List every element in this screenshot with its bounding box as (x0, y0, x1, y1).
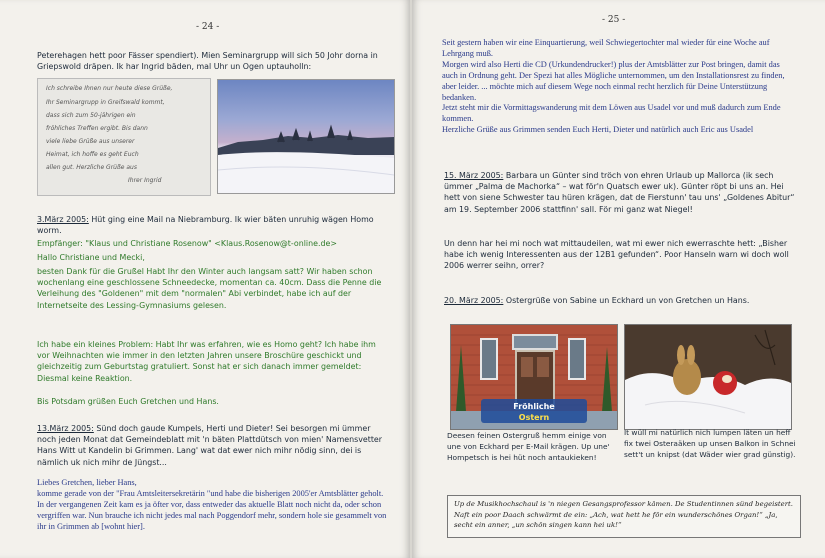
entry-text: Ostergrüße von Sabine un Eckhard un von Gretchen un Hans. (505, 296, 750, 305)
quote-box (447, 495, 801, 538)
scan-line: Heimat, ich hoffe es geht Euch (46, 151, 139, 158)
entry-march-15-cont: Un denn har hei mi noch wat mittaudeilen, wat mi ewer nich ewerraschte hett: „Bisher habe ich wenig Interessenten aus der 12B1 gefunden“. Poor Hanseln warn wi doch woll 2006 werrer seihn, orrer? (444, 239, 789, 271)
winter-landscape-photo (217, 79, 395, 194)
intro-text: Peterehagen hett poor Fässer spendiert). Mien Seminargrupp will sich 50 Johr dorna in Griepswold dräpen. Ik har Ingrid bäden, mal Uhr un Ogen uptauholln: (37, 51, 378, 72)
entry-march-3 (37, 214, 389, 236)
quote-text: Up de Musikhochschaul is 'n niegen Gesangsprofessor kämen. De Studentinnen sünd begeistert. Naft ein poor Daach schwärmt de ein: „Ach, wat hett he för ein wunderschönes Organ!“ „Ja, secht ein anner, „un schön singen kann hei uk!“ (454, 500, 793, 529)
house-photo-art (451, 325, 617, 429)
entry-date: 20. März 2005: (444, 296, 504, 305)
letter-continuation: Seit gestern haben wir eine Einquartierung, weil Schwiegertochter mal wieder für eine Woche auf Lehrgang muß. Morgen wird also Herti die CD (Urkundendrucker!) plus der Amtsblätter zur Post bringen, damit das auch in Ordnung geht. Der Spezi hat alles Mögliche unternommen, um den Installationsrest zu finden, aber leider. ... möchte mich auf diesem Wege noch einmal recht herzlich für Deine Unterstützung bedanken. Jetzt steht mir die Vormittagswanderung mit dem Löwen aus Usadel vor und muß dadurch zum Ende kommen. Herzliche Grüße aus Grimmen senden Euch Herti, Dieter und natürlich auch Eric aus Usadel (442, 38, 785, 135)
entry-date: 15. März 2005: (444, 171, 504, 180)
letter-text: Liebes Gretchen, lieber Hans, komme gerade von der "Frau Amtsleitersekretärin "und habe die bisherigen 2005'er Amtsblätter geholt. In der vergangenen Zeit kam es ja öfter vor, dass entweder das aktuelle Blatt noch nicht da, oder schon vergriffen war. Nun brauche ich nicht jedes mal nach Poggendorf mehr, sondern hole sie gesammelt von ihr in Grimmen ab [wohnt hier]. (37, 478, 387, 531)
entry-march-13 (37, 423, 389, 468)
entry-date: 3.März 2005: (37, 215, 89, 224)
scan-line: fröhliches Treffen ergibt. Bis dann (46, 125, 148, 132)
entry-march-20 (444, 295, 796, 306)
page-number: - 25 - (602, 15, 626, 25)
entry-march-15 (444, 170, 796, 215)
scan-line: Ihr Seminargrupp in Greifswald kommt, (46, 99, 165, 106)
caption-house-photo: Deesen feinen Ostergruß hemm einige von une von Eckhard per E-Mail krägen. Up une' Hompetsch is hei hüt noch antaukieken! (447, 431, 610, 462)
bunny-photo-art (625, 325, 791, 429)
handwritten-note-scan (37, 78, 211, 196)
left-page (0, 0, 410, 558)
entry-date: 13.März 2005: (37, 424, 94, 433)
mail-greeting: Hallo Christiane und Mecki, (37, 253, 145, 262)
scan-line: dass sich zum 50-jährigen ein (46, 112, 136, 119)
right-page (412, 0, 825, 558)
scan-line: viele liebe Grüße aus unserer (46, 138, 135, 145)
entry-text: Sünd doch gaude Kumpels, Herti und Dieter! Sei besorgen mi ümmer noch jeden Monat dat Gemeindeblatt mit 'n bäten Plattdütsch von mien' Namensvetter Hans Witt ut Kandelin bi Grimmen. Lang' wat dat ewer nich mihr nödig sinn, dei is nämlich uk nich mihr de Jüngst... (37, 424, 383, 467)
mail-body: besten Dank für die Grußel Habt Ihr den Winter auch langsam satt? Wir haben schon wochenlang eine geschlossene Schneedecke, momentan ca. 40cm. Dass die Penne die Verleihung des "Goldenen" mit dem "normalen" Abi verbindet, habe ich auf der Internetseite des Lessing-Gymnasiums gelesen. (37, 267, 382, 310)
winter-photo-art (218, 80, 394, 193)
banner-line-2: Ostern (518, 413, 550, 422)
mail-body-2: Ich habe ein kleines Problem: Habt Ihr was erfahren, wie es Homo geht? Ich habe ihm vor Weihnachten wie immer in den letzten Jahren unsere Broschüre geschickt und gleichzeitig zum Geburtstag gratuliert. Sonst hat er sich danach immer gemeldet: Diesmal keine Reaktion. (37, 340, 376, 383)
entry-text: Barbara un Günter sind tröch von ehren Urlaub up Mallorca (ik sech ümmer „Palma de Machorka“ – wat för'n Quatsch ewer uk). Günter röpt bi uns an. Hei hett von siene Schwester tau hüren krägen, dat de Fierstunn' tau uns' „Goldenes Abitur“ am 19. September 2006 stattfinn' sall. För mi ganz wat Niegel! (444, 171, 795, 214)
entry-text: Hüt ging eine Mail na Niebramburg. Ik wier bäten unruhig wägen Homo worm. (37, 215, 374, 236)
scan-line: Ich schreibe Ihnen nur heute diese Grüße, (46, 85, 173, 92)
scan-line: allen gut. Herzliche Grüße aus (46, 164, 137, 171)
easter-house-photo (450, 324, 618, 430)
mail-closing: Bis Potsdam grüßen Euch Gretchen und Hans. (37, 397, 219, 406)
caption-bunny-photo: It wüll mi natürlich nich lumpen läten un heff fix twei Osteraäken up unsen Balkon in Schnei sett't un knipst (dat Wäder wier grad günstig). (624, 428, 796, 459)
scan-line: Ihrer Ingrid (128, 177, 162, 184)
mail-recipient: Empfänger: "Klaus und Christiane Rosenow" <Klaus.Rosenow@t-online.de> (37, 239, 337, 248)
page-number: - 24 - (196, 22, 220, 32)
easter-bunny-snow-photo (624, 324, 792, 430)
banner-line-1: Fröhliche (513, 402, 555, 411)
